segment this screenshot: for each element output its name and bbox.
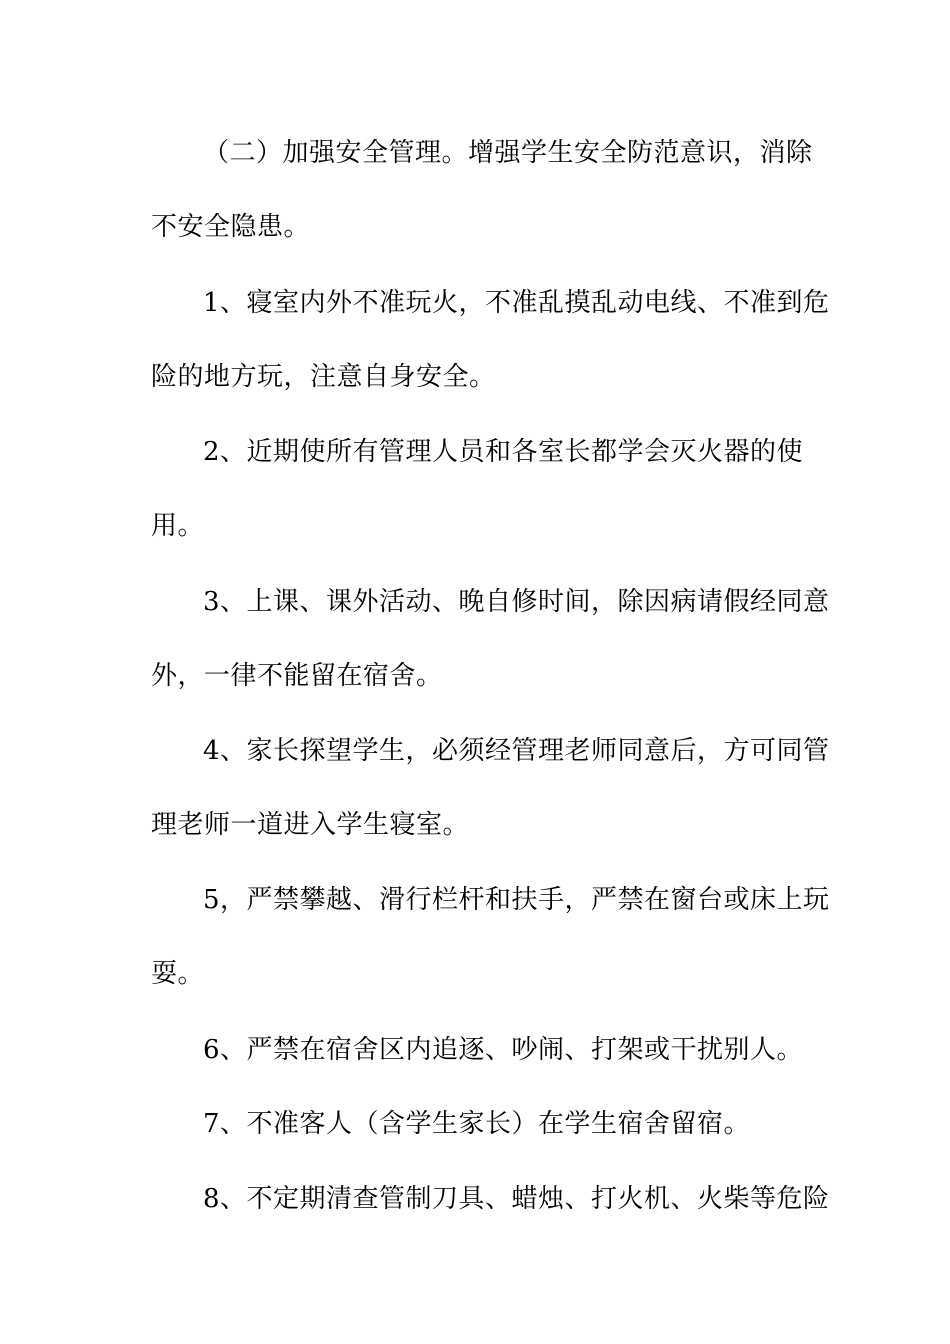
rule-5-continuation: 耍。 — [151, 959, 205, 989]
rule-3-continuation: 外，一律不能留在宿舍。 — [151, 661, 443, 691]
rule-8-line: 8、不定期清查管制刀具、蜡烛、打火机、火柴等危险 — [203, 1184, 830, 1214]
rule-5-line: 5，严禁攀越、滑行栏杆和扶手，严禁在窗台或床上玩 — [203, 885, 830, 915]
rule-2-continuation: 用。 — [151, 511, 205, 541]
section-heading-line: （二）加强安全管理。增强学生安全防范意识，消除 — [203, 138, 813, 168]
rule-4-line: 4、家长探望学生，必须经管理老师同意后，方可同管 — [203, 736, 830, 766]
rule-1-line: 1、寝室内外不准玩火，不准乱摸乱动电线、不准到危 — [203, 288, 830, 318]
section-heading-continuation: 不安全隐患。 — [151, 212, 311, 242]
rule-1-continuation: 险的地方玩，注意自身安全。 — [151, 362, 496, 392]
rule-2-line: 2、近期使所有管理人员和各室长都学会灭火器的使 — [203, 437, 804, 467]
rule-7-line: 7、不准客人（含学生家长）在学生宿舍留宿。 — [203, 1109, 751, 1139]
rule-3-line: 3、上课、课外活动、晚自修时间，除因病请假经同意 — [203, 587, 830, 617]
rule-6-line: 6、严禁在宿舍区内追逐、吵闹、打架或干扰别人。 — [203, 1035, 804, 1065]
rule-4-continuation: 理老师一道进入学生寝室。 — [151, 810, 470, 840]
